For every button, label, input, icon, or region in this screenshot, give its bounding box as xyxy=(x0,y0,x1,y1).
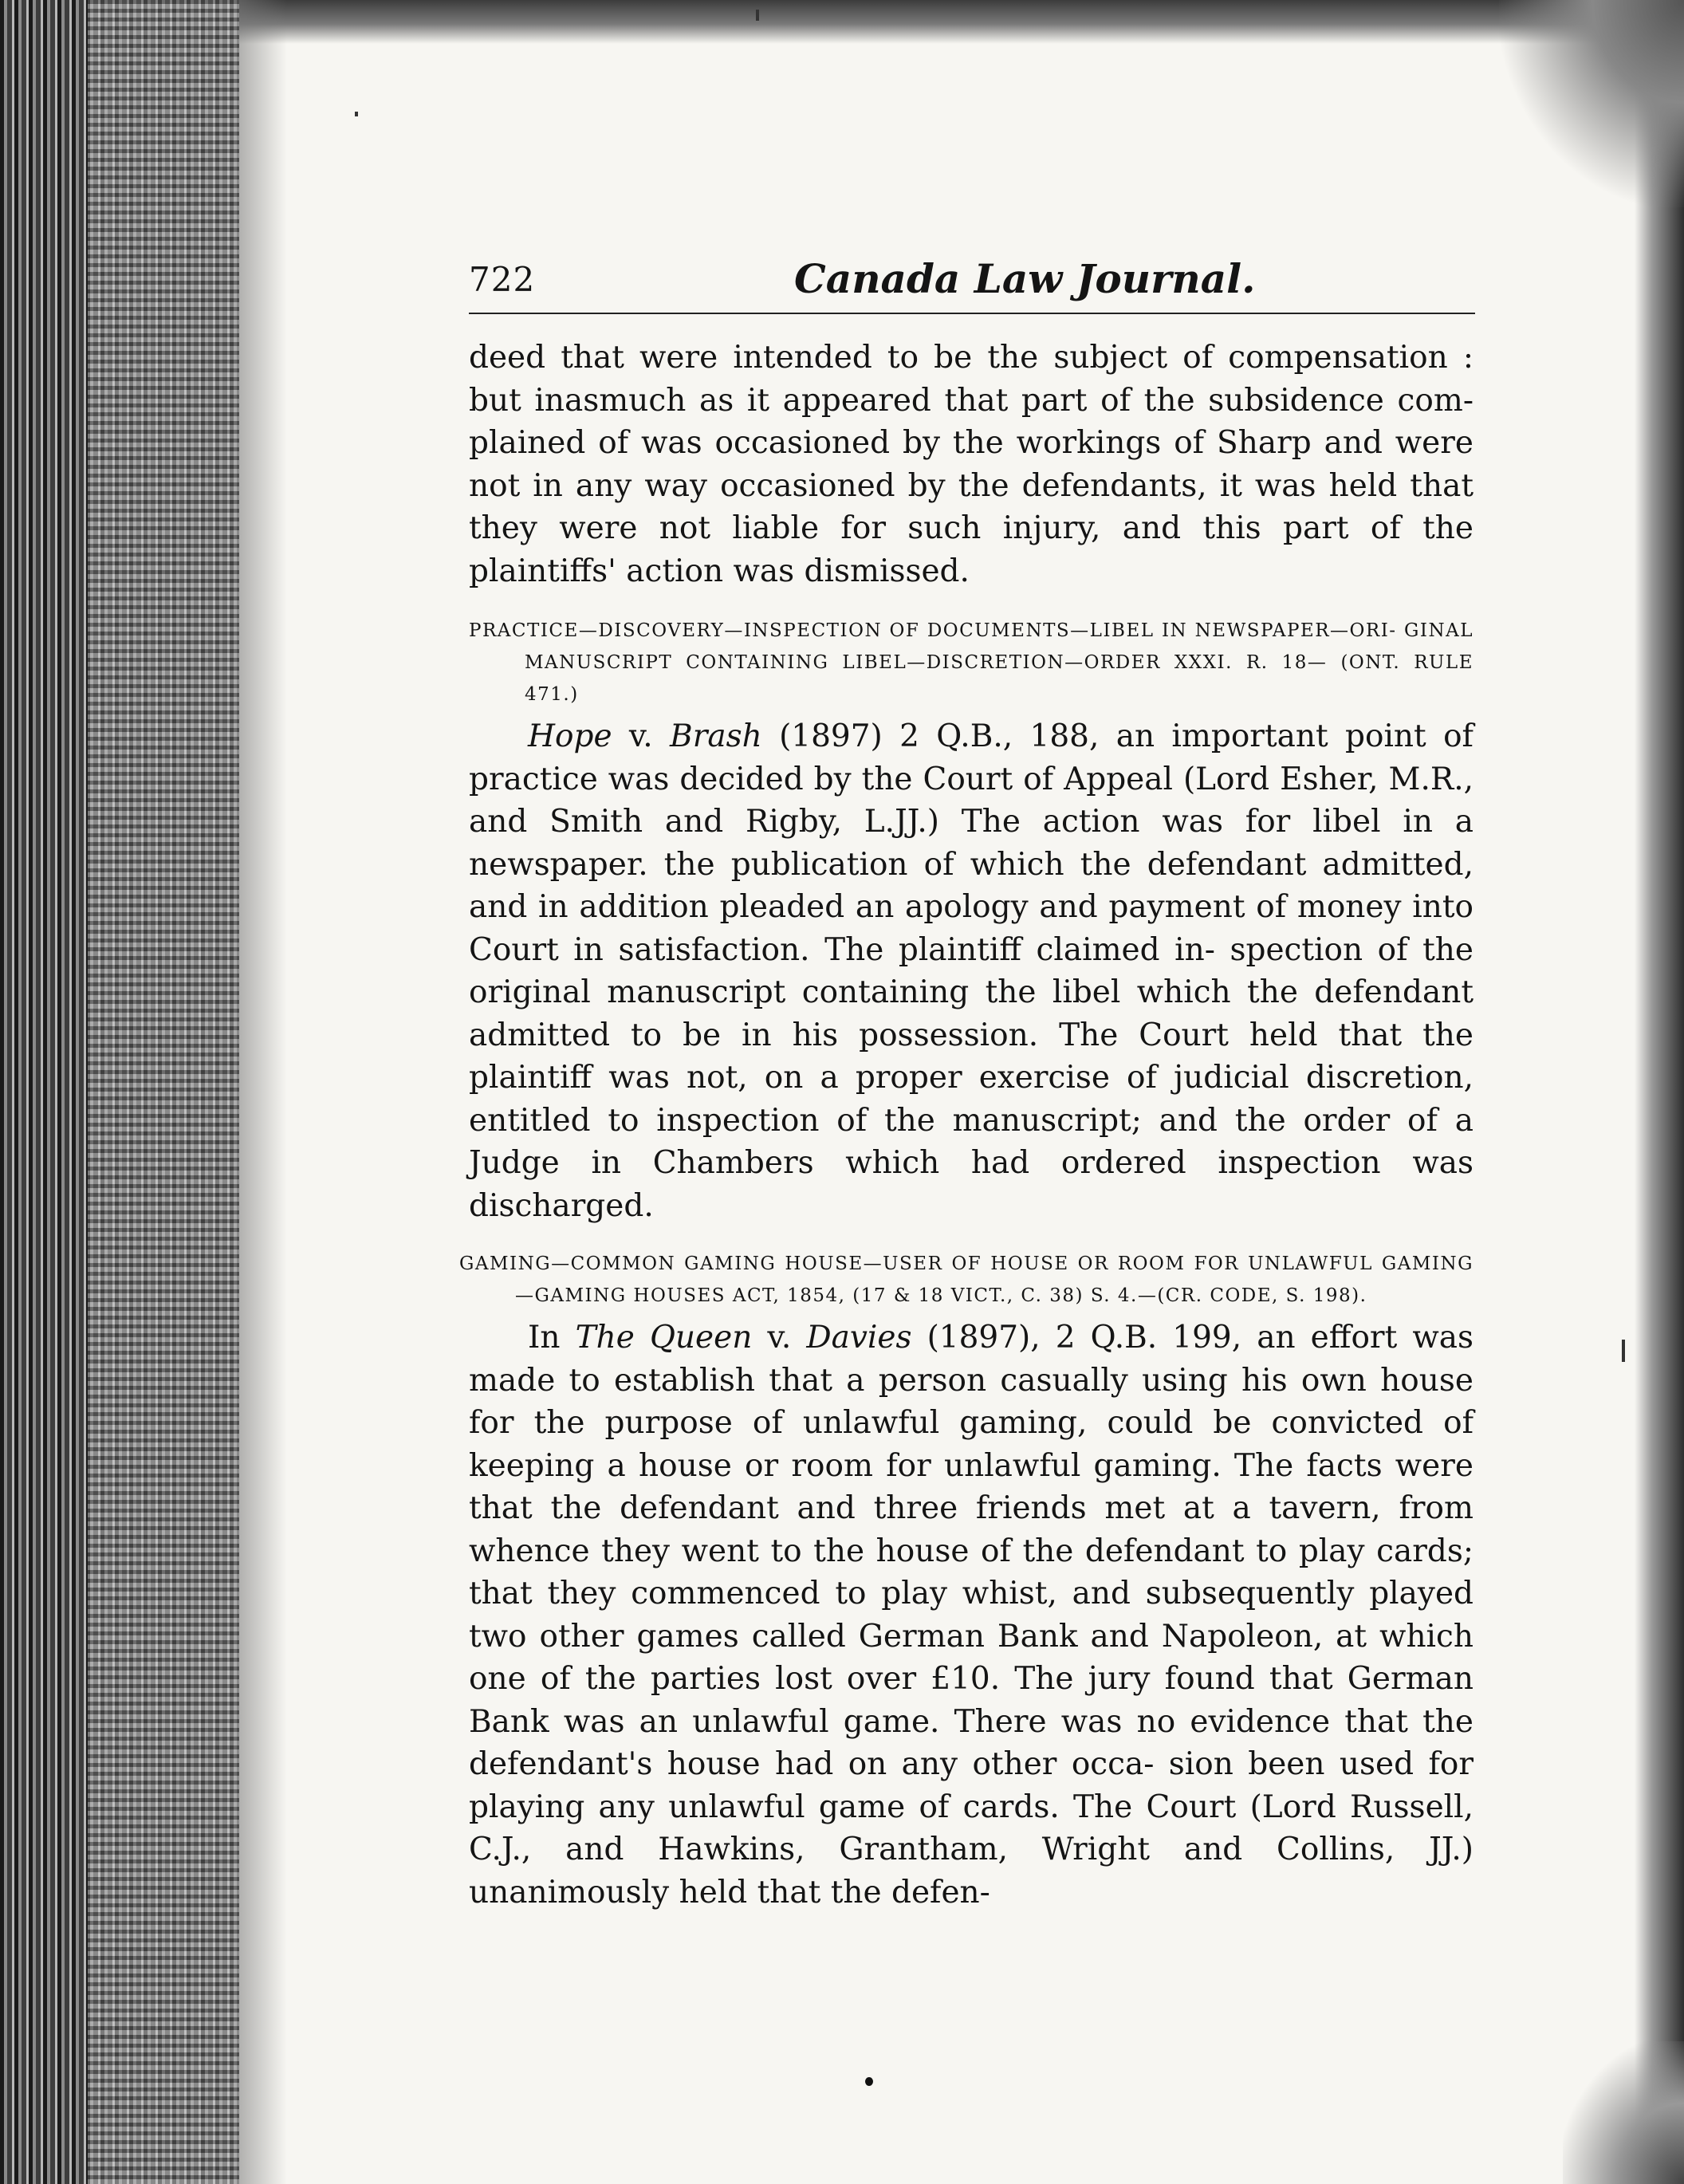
case-lead: In xyxy=(528,1320,576,1356)
scan-binding-shadow xyxy=(239,0,287,2184)
continuation-paragraph: deed that were intended to be the subject of compensation : but inasmuch as it appeared that part of the subsidence com- plained of was occasioned by the workings of Sharp and were not in any way occasioned by the defendants, it was held that they were not liable for such injury, and this part of the plaintiffs' action was dismissed. xyxy=(469,340,1474,589)
case-party: The Queen xyxy=(575,1320,753,1356)
scan-speck xyxy=(355,112,358,116)
case-party: Davies xyxy=(806,1320,912,1356)
scan-speck xyxy=(1622,1340,1625,1362)
case-body: (1897) 2 Q.B., 188, an important point of practice was decided by the Court of Appeal (Lord Esher, M.R., and Smith and Rigby, L.JJ.) The action was for libel in a newspaper. the publication of which the defendant admitted, and in addition pleaded an apology and payment of money into Court in satisfaction. The plaintiff claimed in- spection of the original manuscript containing the libel which the defendant admitted to be in his possession. The Court held that the plaintiff was not, on a proper exercise of judicial discretion, entitled to inspection of the manuscript; and the order of a Judge in Chambers which had ordered inspection was discharged. xyxy=(469,718,1474,1224)
scan-speck xyxy=(756,10,759,21)
case-paragraph-hope-v-brash xyxy=(469,715,1474,1227)
running-header xyxy=(469,255,1474,303)
scan-right-edge xyxy=(1635,0,1684,2184)
scan-binding-edge xyxy=(0,0,239,2184)
case-body: (1897), 2 Q.B. 199, an effort was made to establish that a person casually using his own house for the purpose of unlawful gaming, could be convicted of keeping a house or room for unlawful gaming. The facts were that the defendant and three friends met at a tavern, from whence they went to the house of the defendant to play cards; that they commenced to play whist, and subsequently played two other games called German Bank and Napoleon, at which one of the parties lost over £10. The jury found that German Bank was an unlawful game. There was no evidence that the defendant's house had on any other occa- sion been used for playing any unlawful game of cards. The Court (Lord Russell, C.J., and Hawkins, Grantham, Wright and Collins, JJ.) unanimously held that the defen- xyxy=(469,1320,1474,1911)
scan-corner-top-right xyxy=(1499,0,1684,207)
case-versus: v. xyxy=(612,718,671,754)
case-party: Brash xyxy=(670,718,762,754)
case-versus: v. xyxy=(752,1320,807,1356)
page xyxy=(459,255,1474,2089)
case-party: Hope xyxy=(528,718,612,754)
headnote-practice-discovery: PRACTICE—DISCOVERY—INSPECTION OF DOCUMENTS—LIBEL IN NEWSPAPER—ORI- GINAL MANUSCRIPT CONTAINING LIBEL—DISCRETION—ORDER XXXI. R. 18— (ONT. RULE 471.) xyxy=(469,620,1474,705)
journal-title: Canada Law Journal. xyxy=(794,255,1256,302)
page-number: 722 xyxy=(469,260,536,299)
scan-corner-bottom-right xyxy=(1563,2041,1684,2184)
header-rule xyxy=(469,313,1475,314)
page-dot xyxy=(865,2077,873,2086)
case-paragraph-queen-v-davies xyxy=(469,1316,1474,1914)
headnote-gaming: GAMING—COMMON GAMING HOUSE—USER OF HOUSE OR ROOM FOR UNLAWFUL GAMING—GAMING HOUSES ACT, 1854, (17 & 18 VICT., C. 38) S. 4.—(CR. CODE, S. 198). xyxy=(459,1253,1474,1306)
